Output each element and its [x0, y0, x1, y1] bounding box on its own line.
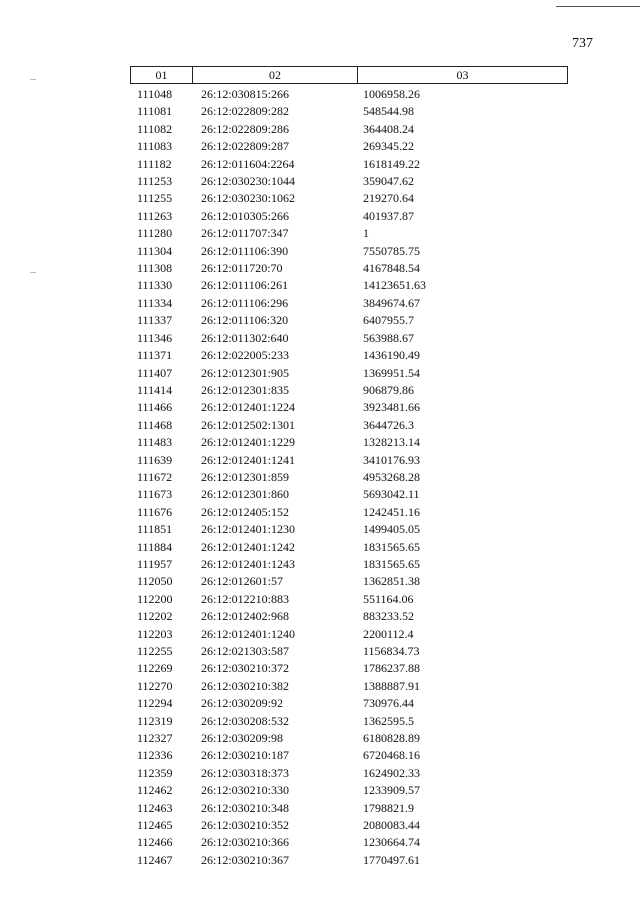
cell-value: 364408.24	[363, 121, 414, 136]
cell-value: 5693042.11	[363, 487, 420, 502]
cell-id: 112319	[137, 713, 173, 728]
cell-value: 3849674.67	[363, 295, 420, 310]
column-header-02: 02	[193, 67, 358, 83]
cell-value: 1624902.33	[363, 765, 420, 780]
cell-cadastral-number: 26:12:030210:382	[201, 678, 290, 693]
cell-id: 112269	[137, 661, 173, 676]
table-row	[0, 539, 640, 556]
table-row	[0, 660, 640, 677]
cell-value: 3644726.3	[363, 417, 414, 432]
table-body	[0, 86, 640, 869]
cell-id: 111346	[137, 330, 173, 345]
table-row	[0, 608, 640, 625]
cell-id: 111407	[137, 365, 173, 380]
table-row	[0, 190, 640, 207]
table-row	[0, 138, 640, 155]
table-row	[0, 591, 640, 608]
cell-id: 112327	[137, 731, 173, 746]
cell-cadastral-number: 26:12:030210:187	[201, 748, 290, 763]
cell-cadastral-number: 26:12:030230:1062	[201, 191, 296, 206]
table-row	[0, 834, 640, 851]
cell-cadastral-number: 26:12:030815:266	[201, 87, 290, 101]
cell-value: 6180828.89	[363, 731, 420, 746]
cell-cadastral-number: 26:12:021303:587	[201, 644, 290, 658]
cell-id: 111337	[137, 313, 173, 328]
table-row	[0, 260, 640, 277]
table-row	[0, 382, 640, 399]
cell-cadastral-number: 26:12:030230:1044	[201, 174, 296, 189]
cell-value: 1499405.05	[363, 522, 420, 537]
cell-id: 111466	[137, 400, 173, 415]
cell-value: 1	[363, 226, 369, 241]
cell-id: 111334	[137, 295, 173, 310]
cell-value: 7550785.75	[363, 243, 420, 258]
table-row	[0, 452, 640, 469]
cell-value: 1369951.54	[363, 365, 420, 380]
cell-cadastral-number: 26:12:012401:1229	[201, 435, 296, 450]
cell-cadastral-number: 26:12:030210:348	[201, 800, 290, 815]
cell-cadastral-number: 26:12:012401:1241	[201, 452, 296, 467]
table-row	[0, 103, 640, 120]
cell-cadastral-number: 26:12:012401:1243	[201, 556, 296, 571]
column-header-03: 03	[456, 68, 469, 82]
cell-id: 111330	[137, 278, 173, 293]
margin-mark	[30, 79, 36, 80]
cell-id: 111672	[137, 469, 173, 484]
cell-value: 906879.86	[363, 382, 414, 397]
cell-cadastral-number: 26:12:022809:286	[201, 121, 290, 136]
table-row	[0, 295, 640, 312]
table-row	[0, 817, 640, 834]
table-row	[0, 678, 640, 695]
cell-cadastral-number: 26:12:022809:282	[201, 104, 290, 119]
cell-cadastral-number: 26:12:012601:57	[201, 574, 284, 589]
cell-value: 6407955.7	[363, 313, 414, 328]
cell-value: 1831565.65	[363, 539, 420, 554]
cell-id: 111957	[137, 556, 173, 571]
table-row	[0, 747, 640, 764]
cell-value: 1786237.88	[363, 661, 420, 676]
cell-value: 1230664.74	[363, 835, 420, 850]
table-row	[0, 365, 640, 382]
cell-id: 112359	[137, 765, 173, 780]
table-row	[0, 486, 640, 503]
cell-cadastral-number: 26:12:030210:352	[201, 818, 290, 833]
cell-cadastral-number: 26:12:011106:320	[201, 313, 289, 328]
table-row	[0, 573, 640, 590]
cell-id: 111182	[137, 156, 172, 171]
table-row	[0, 626, 640, 643]
table-row	[0, 86, 640, 103]
table-row	[0, 330, 640, 347]
table-row	[0, 312, 640, 329]
cell-id: 112336	[137, 748, 173, 763]
cell-cadastral-number: 26:12:022005:233	[201, 348, 290, 363]
cell-cadastral-number: 26:12:011302:640	[201, 330, 289, 345]
table-row	[0, 765, 640, 782]
cell-cadastral-number: 26:12:030210:367	[201, 852, 290, 867]
cell-cadastral-number: 26:12:012405:152	[201, 504, 290, 519]
cell-cadastral-number: 26:12:011106:296	[201, 295, 289, 310]
column-header-01: 01	[131, 67, 193, 83]
cell-cadastral-number: 26:12:012301:835	[201, 382, 290, 397]
cell-cadastral-number: 26:12:030208:532	[201, 713, 290, 728]
table-row	[0, 225, 640, 242]
table-row	[0, 800, 640, 817]
cell-cadastral-number: 26:12:011106:261	[201, 278, 289, 293]
cell-cadastral-number: 26:12:012401:1242	[201, 539, 296, 554]
cell-id: 112200	[137, 591, 173, 606]
cell-cadastral-number: 26:12:011604:2264	[201, 156, 295, 171]
cell-id: 112294	[137, 696, 173, 711]
cell-id: 111851	[137, 522, 173, 537]
table-row	[0, 852, 640, 869]
cell-value: 14123651.63	[363, 278, 426, 293]
cell-cadastral-number: 26:12:012401:1224	[201, 400, 296, 415]
cell-value: 4167848.54	[363, 261, 420, 276]
cell-value: 1362595.5	[363, 713, 414, 728]
table-row	[0, 782, 640, 799]
cell-value: 1770497.61	[363, 852, 420, 867]
cell-cadastral-number: 26:12:012210:883	[201, 591, 290, 606]
cell-id: 111081	[137, 104, 173, 119]
table-row	[0, 277, 640, 294]
cell-value: 1156834.73	[363, 644, 420, 658]
cell-cadastral-number: 26:12:012301:860	[201, 487, 290, 502]
cell-cadastral-number: 26:12:011707:347	[201, 226, 289, 241]
cell-value: 883233.52	[363, 609, 414, 624]
cell-id: 111884	[137, 539, 173, 554]
cell-cadastral-number: 26:12:030209:98	[201, 731, 284, 746]
cell-id: 111308	[137, 261, 173, 276]
cell-cadastral-number: 26:12:011106:390	[201, 243, 289, 258]
cell-value: 2080083.44	[363, 818, 420, 833]
table-row	[0, 713, 640, 730]
table-row	[0, 121, 640, 138]
cell-id: 112467	[137, 852, 173, 867]
table-row	[0, 434, 640, 451]
table-row	[0, 399, 640, 416]
table-row	[0, 469, 640, 486]
cell-cadastral-number: 26:12:010305:266	[201, 208, 290, 223]
cell-value: 1436190.49	[363, 348, 420, 363]
cell-id: 111676	[137, 504, 173, 519]
cell-id: 111414	[137, 382, 173, 397]
cell-value: 3923481.66	[363, 400, 420, 415]
cell-cadastral-number: 26:12:030209:92	[201, 696, 284, 711]
cell-cadastral-number: 26:12:011720:70	[201, 261, 283, 276]
cell-value: 551164.06	[363, 591, 414, 606]
table-header	[130, 66, 568, 84]
cell-id: 112270	[137, 678, 173, 693]
table-row	[0, 695, 640, 712]
table-row	[0, 504, 640, 521]
cell-value: 1388887.91	[363, 678, 420, 693]
cell-value: 1328213.14	[363, 435, 420, 450]
cell-id: 112462	[137, 783, 173, 798]
cell-id: 111483	[137, 435, 173, 450]
cell-id: 111280	[137, 226, 173, 241]
cell-cadastral-number: 26:12:022809:287	[201, 139, 290, 154]
cell-value: 1006958.26	[363, 87, 420, 101]
cell-value: 6720468.16	[363, 748, 420, 763]
cell-id: 111673	[137, 487, 173, 502]
cell-cadastral-number: 26:12:030210:366	[201, 835, 290, 850]
cell-cadastral-number: 26:12:030318:373	[201, 765, 290, 780]
cell-value: 219270.64	[363, 191, 414, 206]
table-row	[0, 417, 640, 434]
cell-id: 111253	[137, 174, 173, 189]
top-rule	[556, 6, 640, 7]
cell-value: 1831565.65	[363, 556, 420, 571]
cell-id: 111304	[137, 243, 173, 258]
table-row	[0, 173, 640, 190]
table-row	[0, 643, 640, 660]
cell-value: 4953268.28	[363, 469, 420, 484]
cell-cadastral-number: 26:12:012401:1230	[201, 522, 296, 537]
cell-value: 1362851.38	[363, 574, 420, 589]
cell-value: 548544.98	[363, 104, 414, 119]
table-row	[0, 208, 640, 225]
cell-value: 3410176.93	[363, 452, 420, 467]
cell-id: 112465	[137, 818, 173, 833]
cell-id: 111048	[137, 87, 173, 101]
table-row	[0, 730, 640, 747]
cell-id: 111083	[137, 139, 173, 154]
cell-id: 111639	[137, 452, 173, 467]
cell-value: 1233909.57	[363, 783, 420, 798]
cell-id: 112050	[137, 574, 173, 589]
cell-value: 1618149.22	[363, 156, 420, 171]
cell-value: 1242451.16	[363, 504, 420, 519]
cell-cadastral-number: 26:12:012401:1240	[201, 626, 296, 641]
cell-id: 111371	[137, 348, 173, 363]
cell-value: 359047.62	[363, 174, 414, 189]
cell-value: 563988.67	[363, 330, 414, 345]
table-row	[0, 521, 640, 538]
cell-id: 111468	[137, 417, 173, 432]
cell-id: 112203	[137, 626, 173, 641]
cell-id: 112466	[137, 835, 173, 850]
table-row	[0, 156, 640, 173]
cell-id: 112463	[137, 800, 173, 815]
cell-id: 111255	[137, 191, 173, 206]
table-row	[0, 347, 640, 364]
cell-value: 269345.22	[363, 139, 414, 154]
cell-value: 1798821.9	[363, 800, 414, 815]
cell-value: 2200112.4	[363, 626, 414, 641]
page-number: 737	[572, 36, 593, 51]
cell-cadastral-number: 26:12:012502:1301	[201, 417, 296, 432]
cell-cadastral-number: 26:12:030210:372	[201, 661, 290, 676]
table-row	[0, 243, 640, 260]
cell-id: 112255	[137, 644, 173, 658]
table-row	[0, 556, 640, 573]
cell-value: 730976.44	[363, 696, 414, 711]
cell-cadastral-number: 26:12:012301:905	[201, 365, 290, 380]
cell-id: 112202	[137, 609, 173, 624]
cell-cadastral-number: 26:12:012301:859	[201, 469, 290, 484]
cell-id: 111263	[137, 208, 173, 223]
cell-value: 401937.87	[363, 208, 414, 223]
cell-id: 111082	[137, 121, 173, 136]
cell-cadastral-number: 26:12:030210:330	[201, 783, 290, 798]
cell-cadastral-number: 26:12:012402:968	[201, 609, 290, 624]
